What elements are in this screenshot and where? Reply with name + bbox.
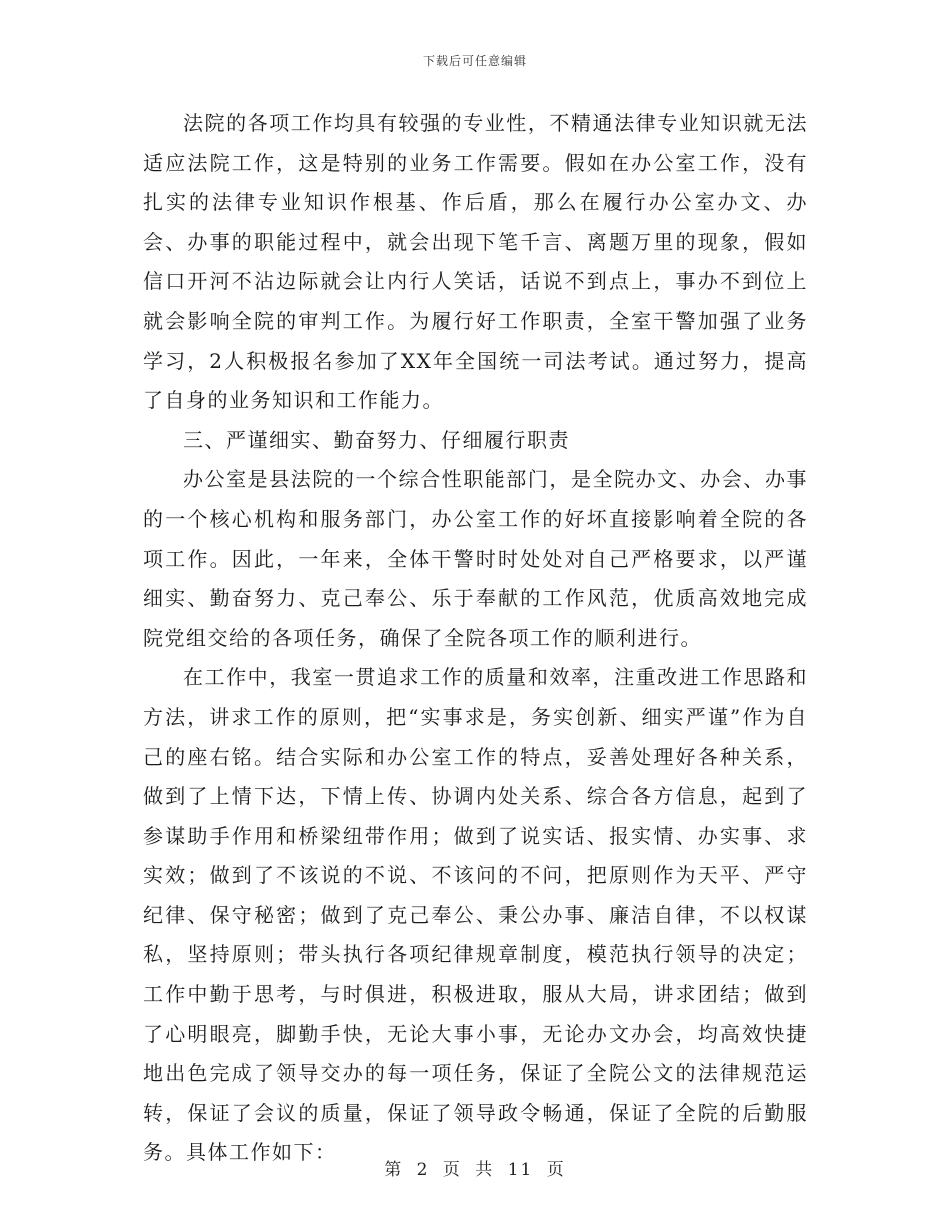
- paragraph-work-quality: 在工作中，我室一贯追求工作的质量和效率，注重改进工作思路和方法，讲求工作的原则，把“实事求是，务实创新、细实严谨”作为自己的座右铭。结合实际和办公室工作的特点，妥善处理好各种关系，做到了上情下达，下情上传、协调内处关系、综合各方信息，起到了参谋助手作用和桥梁纽带作用；做到了说实话、报实情、办实事、求实效；做到了不该说的不说、不该问的不问，把原则作为天平、严守纪律、保守秘密；做到了克己奉公、秉公办事、廉洁自律，不以权谋私，坚持原则；带头执行各项纪律规章制度，模范执行领导的决定；工作中勤于思考，与时俱进，积极进取，服从大局，讲求团结；做到了心明眼亮，脚勤手快，无论大事小事，无论办文办会，均高效快捷地出色完成了领导交办的每一项任务，保证了全院公文的法律规范运转，保证了会议的质量，保证了领导政令畅通，保证了全院的后勤服务。具体工作如下：: [143, 665, 808, 1165]
- paragraph-office-role: 办公室是县法院的一个综合性职能部门，是全院办文、办会、办事的一个核心机构和服务部门，办公室工作的好坏直接影响着全院的各项工作。因此，一年来，全体干警时时处处对自己严格要求，以严谨细实、勤奋努力、克己奉公、乐于奉献的工作风范，优质高效地完成院党组交给的各项任务，确保了全院各项工作的顺利进行。: [143, 467, 808, 650]
- page-header: 下载后可任意编辑: [422, 54, 527, 68]
- document-body: [143, 104, 808, 1173]
- section-heading: 三、严谨细实、勤奋努力、仔细履行职责: [183, 427, 570, 452]
- paragraph-legal-expertise: 法院的各项工作均具有较强的专业性，不精通法律专业知识就无法适应法院工作，这是特别的业务工作需要。假如在办公室工作，没有扎实的法律专业知识作根基、作后盾，那么在履行办公室办文、办会、办事的职能过程中，就会出现下笔千言、离题万里的现象，假如信口开河不沾边际就会让内行人笑话，话说不到点上，事办不到位上就会影响全院的审判工作。为履行好工作职责，全室干警加强了业务学习，2人积极报名参加了XX年全国统一司法考试。通过努力，提高了自身的业务知识和工作能力。: [143, 111, 808, 413]
- page-number-footer: 第 2 页 共 11 页: [384, 1160, 566, 1180]
